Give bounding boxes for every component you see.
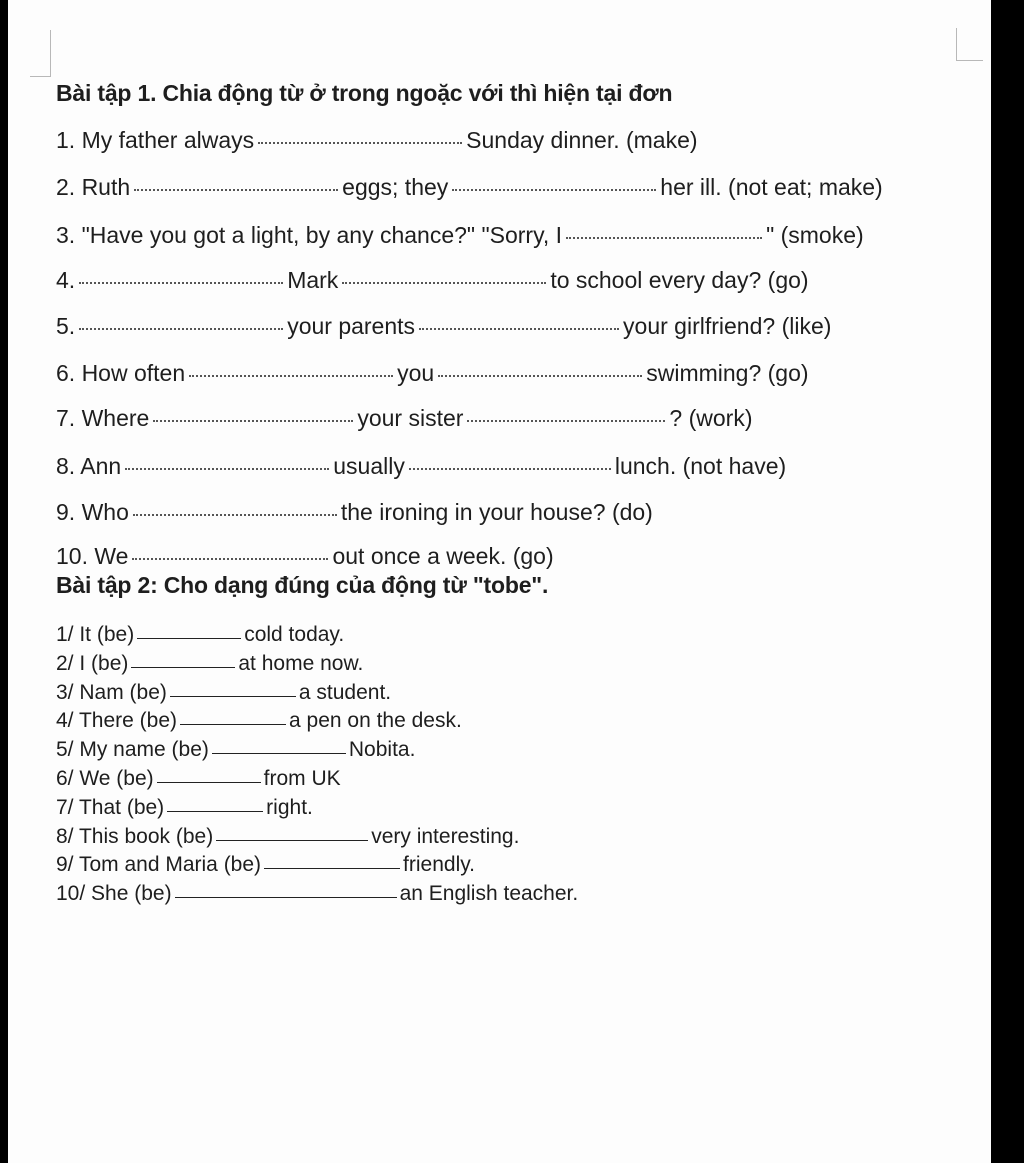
exercise-1-item [56,221,864,249]
exercise-1-item [56,266,809,294]
exercise-2-item [56,680,391,706]
answer-blank [264,868,400,869]
answer-blank [167,811,263,812]
item-text: 3. "Have you got a light, by any chance?" "Sorry, I [56,222,563,248]
item-text: Mark [287,267,339,293]
answer-blank [419,328,619,330]
item-suffix: a student. [298,681,392,704]
exercise-2-item [56,795,313,821]
item-suffix: at home now. [238,652,364,675]
answer-blank [438,375,642,377]
exercise-2-item [56,824,519,850]
exercise-1-item [56,452,786,480]
answer-blank [175,897,397,898]
item-suffix: from UK [263,767,341,790]
item-text: you [397,360,435,386]
item-text: 5. [56,313,76,339]
exercise-1-item [56,126,698,154]
item-text: 2. Ruth [56,174,131,200]
answer-blank [133,514,337,516]
answer-blank [131,667,235,668]
item-text: out once a week. (go) [332,543,554,569]
item-text: the ironing in your house? (do) [340,499,653,525]
answer-blank [157,782,261,783]
exercise-1-item [56,542,554,570]
item-prefix: 8/ This book (be) [56,825,214,848]
exercise-2-item [56,622,344,648]
answer-blank [153,420,353,422]
answer-blank [409,468,611,470]
answer-blank [467,420,665,422]
answer-blank [189,375,393,377]
answer-blank [212,753,346,754]
answer-blank [134,189,338,191]
item-prefix: 10/ She (be) [56,882,172,905]
item-text: usually [333,453,405,479]
item-prefix: 9/ Tom and Maria (be) [56,853,262,876]
item-text: 7. Where [56,405,150,431]
answer-blank [132,558,328,560]
answer-blank [180,724,286,725]
answer-blank [79,328,283,330]
exercise-2-item [56,852,475,878]
exercise-2-heading: Bài tập 2: Cho dạng đúng của động từ "tobe". [56,572,549,598]
item-prefix: 2/ I (be) [56,652,129,675]
item-text: your girlfriend? (like) [623,313,832,339]
exercise-2-item [56,766,341,792]
exercise-2-item [56,881,578,907]
item-prefix: 1/ It (be) [56,623,135,646]
item-suffix: an English teacher. [399,882,579,905]
exercise-2-item [56,708,462,734]
item-text: 4. [56,267,76,293]
item-text: 8. Ann [56,453,122,479]
answer-blank [566,237,762,239]
item-prefix: 5/ My name (be) [56,738,209,761]
item-text: Sunday dinner. (make) [466,127,698,153]
item-text: swimming? (go) [646,360,809,386]
exercise-1-item [56,404,752,432]
document-page [8,0,991,1163]
exercise-1-item [56,359,809,387]
item-prefix: 3/ Nam (be) [56,681,167,704]
item-text: lunch. (not have) [614,453,787,479]
exercise-1-heading: Bài tập 1. Chia động từ ở trong ngoặc với thì hiện tại đơn [56,80,673,106]
answer-blank [137,638,241,639]
item-prefix: 6/ We (be) [56,767,154,790]
item-text: your parents [287,313,416,339]
item-text: 10. We [56,543,129,569]
answer-blank [258,142,462,144]
crop-mark-top-left [30,30,51,77]
item-suffix: Nobita. [348,738,416,761]
exercise-1-item [56,498,653,526]
answer-blank [170,696,296,697]
item-text: " (smoke) [766,222,864,248]
exercise-2-item [56,737,415,763]
item-text: your sister [357,405,464,431]
item-text: 1. My father always [56,127,255,153]
exercise-1-item [56,173,883,201]
item-text: 9. Who [56,499,129,525]
item-suffix: a pen on the desk. [289,709,462,732]
answer-blank [452,189,656,191]
item-suffix: right. [266,796,313,819]
item-prefix: 7/ That (be) [56,796,165,819]
exercise-2-item [56,651,363,677]
item-text: 6. How often [56,360,186,386]
item-suffix: friendly. [403,853,476,876]
answer-blank [125,468,329,470]
item-text: to school every day? (go) [550,267,809,293]
answer-blank [79,282,283,284]
crop-mark-top-right [956,28,983,61]
answer-blank [342,282,546,284]
item-text: her ill. (not eat; make) [660,174,883,200]
item-text: ? (work) [669,405,753,431]
exercise-1-item [56,312,831,340]
item-prefix: 4/ There (be) [56,709,178,732]
answer-blank [216,840,368,841]
item-suffix: very interesting. [371,825,520,848]
item-suffix: cold today. [244,623,345,646]
item-text: eggs; they [342,174,449,200]
